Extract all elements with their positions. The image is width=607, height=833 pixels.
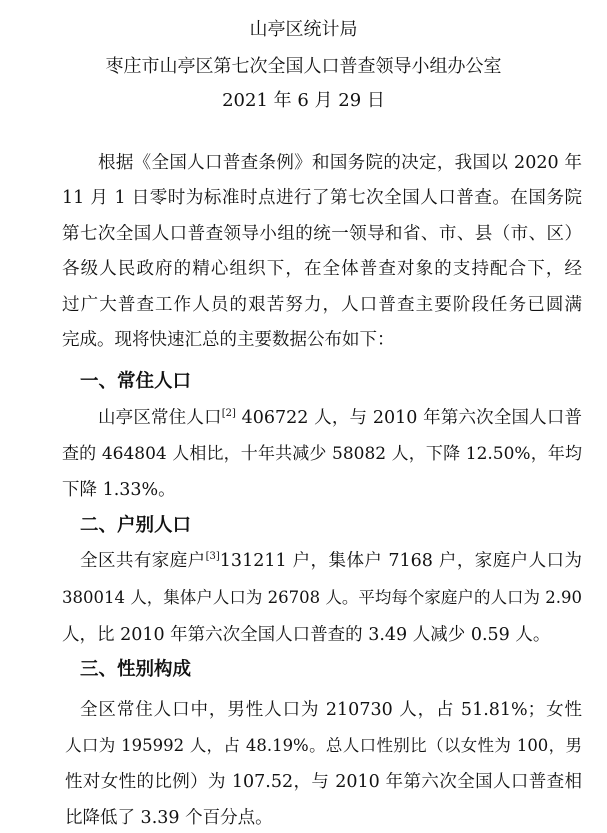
section-heading-household-population: 二、户别人口 xyxy=(80,515,192,536)
issue-date: 2021 年 6 月 29 日 xyxy=(222,90,385,111)
section2-line-2: 380014 人，集体户人口为 26708 人。平均每个家庭户的人口为 2.90 xyxy=(62,588,582,607)
section1-line-1-text: 山亭区常住人口 xyxy=(98,408,222,428)
section1-line-1 xyxy=(98,403,582,433)
section2-line-1-text: 全区共有家庭户 xyxy=(80,551,206,571)
issuer-bureau: 山亭区统计局 xyxy=(249,19,358,40)
section3-line-4: 比降低了 3.39 个百分点。 xyxy=(65,808,273,828)
section1-line-1-rest: 406722 人，与 2010 年第六次全国人口普 xyxy=(235,408,583,428)
footnote-marker-2: [2] xyxy=(221,408,236,420)
section3-line-3: 性对女性的比例）为 107.52，与 2010 年第六次全国人口普查相 xyxy=(65,772,582,792)
section1-line-2: 查的 464804 人相比，十年共减少 58082 人，下降 12.50%，年均 xyxy=(62,444,582,464)
section2-line-3: 人，比 2010 年第六次全国人口普查的 3.49 人减少 0.59 人。 xyxy=(62,625,551,645)
footnote-marker-3: [3] xyxy=(205,551,220,563)
intro-line-6: 完成。现将快速汇总的主要数据公布如下： xyxy=(62,330,395,350)
section3-line-1: 全区常住人口中，男性人口为 210730 人，占 51.81%；女性 xyxy=(80,700,582,720)
section2-line-1-rest: 131211 户，集体户 7168 户，家庭户人口为 xyxy=(219,551,583,571)
section3-line-2: 人口为 195992 人，占 48.19%。总人口性别比（以女性为 100，男 xyxy=(65,736,582,755)
section-heading-resident-population: 一、常住人口 xyxy=(80,371,192,392)
intro-line-4: 各级人民政府的精心组织下，在全体普查对象的支持配合下，经 xyxy=(62,259,582,279)
section2-line-1 xyxy=(80,546,582,576)
issuer-office: 枣庄市山亭区第七次全国人口普查领导小组办公室 xyxy=(105,56,502,77)
intro-line-3: 第七次全国人口普查领导小组的统一领导和省、市、县（市、区） xyxy=(62,224,582,244)
intro-line-2: 11 月 1 日零时为标准时点进行了第七次全国人口普查。在国务院 xyxy=(62,188,582,208)
intro-line-1: 根据《全国人口普查条例》和国务院的决定，我国以 2020 年 xyxy=(98,153,582,173)
section1-line-3: 下降 1.33%。 xyxy=(62,480,176,500)
intro-line-5: 过广大普查工作人员的艰苦努力，人口普查主要阶段任务已圆满 xyxy=(62,295,582,315)
section-heading-sex-composition: 三、性别构成 xyxy=(80,659,192,680)
